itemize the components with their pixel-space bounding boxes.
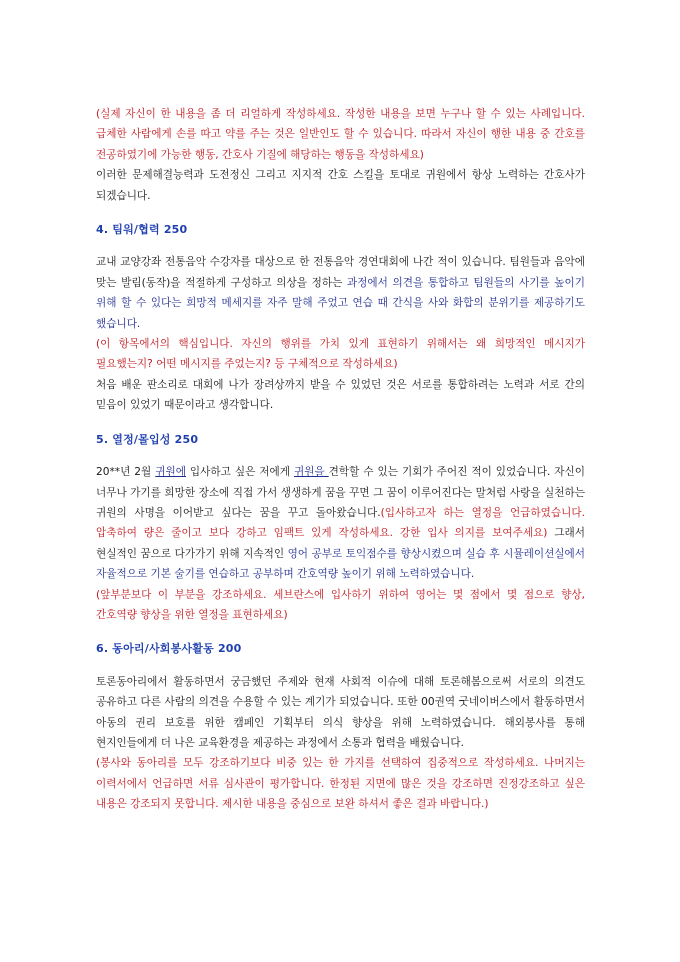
editor-note: (실제 자신이 한 내용을 좀 더 리얼하게 작성하세요. 작성한 내용을 보면 누구나 할 수 있는 사례입니다. 급체한 사람에게 손를 따고 약를 주는 것은 일반인도 할 수 있습니다. 따라서 자신이 행한 내용 중 간호를 전공하였기에 가능한 행동, 간호사 기질에 해당하는 행동을 작성하세요) [96, 108, 585, 161]
body-paragraph: 이러한 문제해결능력과 도전정신 그리고 지지적 간호 스킬을 토대로 귀원에서 항상 노력하는 간호사가 되겠습니다. [96, 169, 585, 202]
body-text: 견학할 수 있는 기회가 주어진 적이 있었습니다. 자신이 너무나 가기를 희망한 장소에 직접 가서 생생하게 꿈을 꾸면 그 꿈이 이루어진다는 말처럼 사랑을 실천하는 귀원의 사명을 이어받고 싶다는 꿈을 꾸고 돌아왔습니다. [96, 466, 585, 519]
body-text: 교내 교양강좌 전통음악 수강자를 대상으로 한 전통음악 경연대회에 나간 적이 있습니다. 팀원들과 음악에 맞는 발림(동작)을 적절하게 구성하고 의상을 정하는 [96, 256, 585, 289]
body-paragraph: 토론동아리에서 활동하면서 궁금했던 주제와 현재 사회적 이슈에 대해 토론해봄으로써 서로의 의견도 공유하고 다른 사람의 의견을 수용할 수 있는 계기가 되었습니다. 또한 00권역 굿네이버스에서 활동하면서 아동의 권리 보호를 위한 캠페인 기획부터 의식 향상을 위해 노력하였습니다. 해외봉사를 통해 현지인들에게 더 나은 교육환경을 제공하는 과정에서 소통과 협력을 배웠습니다. [96, 675, 585, 749]
body-paragraph [96, 462, 585, 584]
section-heading: 5. 열정/몰입성 250 [96, 432, 199, 446]
editor-note: (봉사와 동아리를 모두 강조하기보다 비중 있는 한 가지를 선택하여 집중적으로 작성하세요. 나머지는 이력서에서 언급하면 서류 심사관이 평가합니다. 한정된 지면에 많은 것을 강조하면 진정강조하고 싶은 내용은 강조되지 못합니다. 제시한 내용을 중심으로 보완 하셔서 좋은 결과 바랍니다.) [96, 757, 585, 811]
body-text: 입사하고 싶은 저에게 [185, 466, 294, 479]
body-text: 20**년 2월 [96, 466, 156, 479]
section-heading: 6. 동아리/사회봉사활동 200 [96, 642, 242, 656]
editor-note: (이 항목에서의 핵심입니다. 자신의 행위를 가치 있게 표현하기 위해서는 왜 희망적인 메시지가 필요했는지? 어떤 메시지를 주었는지? 등 구체적으로 작성하세요) [96, 338, 585, 371]
underlined-text: 귀원을 [293, 466, 329, 479]
highlighted-text: 과정에서 의견을 통합하고 팀원들의 사기를 높이기 위해 할 수 있다는 희망적 메세지를 자주 말해 주었고 연습 때 간식을 사와 화합의 분위기를 제공하기도 했습니다. [96, 276, 586, 330]
body-text: 그래서 현실적인 꿈으로 다가가기 위해 지속적인 [96, 527, 585, 560]
editor-note-inline: (입사하고자 하는 열정을 언급하였습니다. 압축하여 량은 줄이고 보다 강하고 임팩트 있게 작성하세요. 강한 입사 의지를 보여주세요) [96, 506, 585, 540]
underlined-text: 귀원에 [155, 466, 186, 479]
section-heading: 4. 팀워/협력 250 [96, 223, 188, 237]
body-paragraph: 처음 배운 판소리로 대회에 나가 장려상까지 받을 수 있었던 것은 서로를 통합하려는 노력과 서로 간의 믿음이 있었기 때문이라고 생각합니다. [96, 378, 585, 412]
body-paragraph [96, 252, 585, 334]
document-body [96, 104, 585, 815]
highlighted-text: 영어 공부로 토익점수를 향상시켰으며 실습 후 시뮬레이션실에서 자율적으로 기본 술기를 연습하고 공부하며 간호역량 높이기 위해 노력하였습니다. [96, 547, 585, 581]
editor-note: (앞부분보다 이 부분을 강조하세요. 세브란스에 입사하기 위하여 영어는 몇 점에서 몇 점으로 향상, 간호역량 향상을 위한 열정을 표현하세요) [96, 588, 585, 621]
